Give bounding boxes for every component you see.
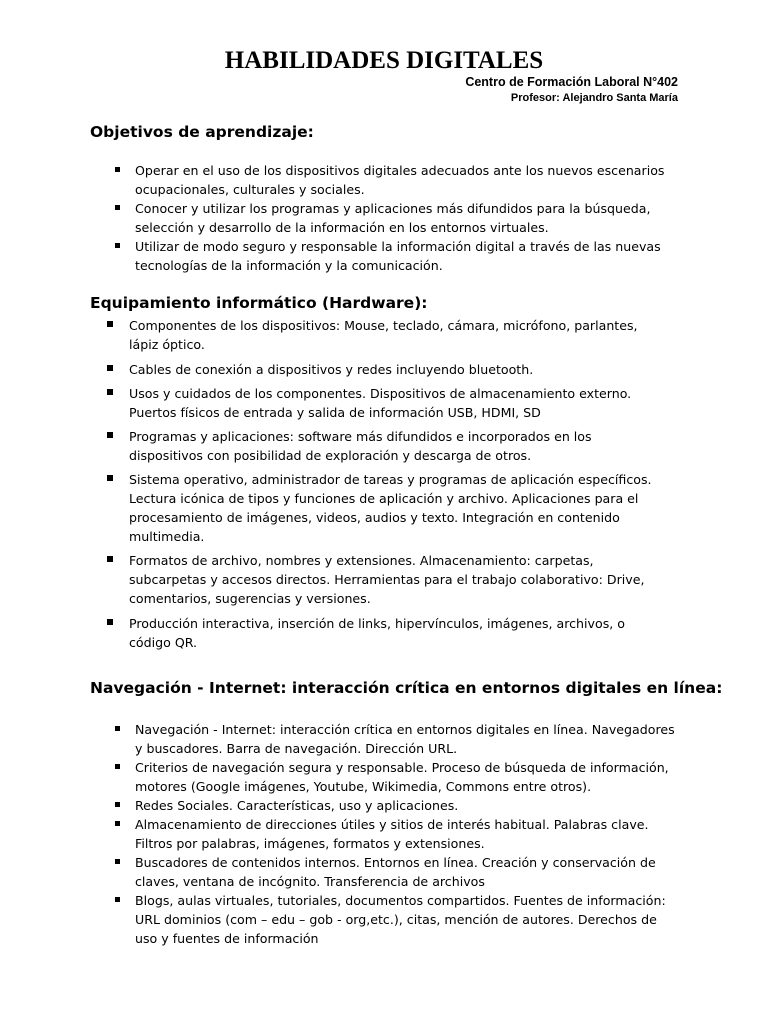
list-item — [0, 384, 664, 422]
hardware-heading: Equipamiento informático (Hardware): — [90, 294, 428, 312]
list-item — [0, 161, 680, 199]
square-bullet-icon — [115, 243, 120, 248]
list-item — [0, 551, 664, 608]
square-bullet-icon — [115, 821, 120, 826]
center-name: Centro de Formación Laboral N°402 — [465, 75, 678, 89]
list-item-text: Cables de conexión a dispositivos y redes incluyendo bluetooth. — [129, 362, 534, 377]
list-item-text: Sistema operativo, administrador de tareas y programas de aplicación específicos. Lectura icónica de tipos y funciones de aplicación y archivo. Aplicaciones para el procesamiento de imágenes, videos, audios y texto. Integración en contenido multimedia. — [129, 472, 652, 544]
square-bullet-icon — [115, 167, 120, 172]
professor-name: Profesor: Alejandro Santa María — [510, 92, 678, 104]
navigation-list — [0, 720, 768, 948]
list-item-text: Producción interactiva, inserción de links, hipervínculos, imágenes, archivos, o código QR. — [129, 616, 625, 650]
document-title: HABILIDADES DIGITALES — [224, 47, 544, 74]
square-bullet-icon — [107, 365, 113, 371]
list-item-text: Criterios de navegación segura y responsable. Proceso de búsqueda de información, motores (Google imágenes, Youtube, Wikimedia, Commons entre otros). — [135, 760, 669, 794]
list-item — [0, 853, 680, 891]
list-item — [0, 614, 664, 652]
list-item — [0, 427, 664, 465]
list-item — [0, 470, 664, 546]
list-item — [0, 891, 680, 948]
square-bullet-icon — [107, 321, 113, 327]
list-item-text: Usos y cuidados de los componentes. Dispositivos de almacenamiento externo. Puertos físicos de entrada y salida de información USB, HDMI, SD — [129, 386, 632, 420]
square-bullet-icon — [107, 389, 113, 395]
list-item — [0, 199, 680, 237]
list-item — [0, 796, 680, 815]
square-bullet-icon — [107, 556, 113, 562]
list-item — [0, 758, 680, 796]
list-item — [0, 720, 680, 758]
square-bullet-icon — [107, 432, 113, 438]
list-item-text: Utilizar de modo seguro y responsable la información digital a través de las nuevas tecnologías de la información y la comunicación. — [135, 239, 661, 273]
list-item-text: Operar en el uso de los dispositivos digitales adecuados ante los nuevos escenarios ocupacionales, culturales y sociales. — [135, 163, 665, 197]
square-bullet-icon — [115, 897, 120, 902]
list-item-text: Formatos de archivo, nombres y extensiones. Almacenamiento: carpetas, subcarpetas y accesos directos. Herramientas para el trabajo colaborativo: Drive, comentarios, sugerencias y versiones. — [129, 553, 645, 606]
square-bullet-icon — [115, 802, 120, 807]
list-item-text: Almacenamiento de direcciones útiles y sitios de interés habitual. Palabras clave. Filtros por palabras, imágenes, formatos y extensiones. — [135, 817, 649, 851]
square-bullet-icon — [115, 859, 120, 864]
list-item-text: Componentes de los dispositivos: Mouse, teclado, cámara, micrófono, parlantes, lápiz óptico. — [129, 318, 638, 352]
list-item-text: Blogs, aulas virtuales, tutoriales, documentos compartidos. Fuentes de información: URL dominios (com – edu – gob - org,etc.), citas, mención de autores. Derechos de uso y fuentes de información — [135, 893, 666, 946]
square-bullet-icon — [107, 475, 113, 481]
list-item-text: Redes Sociales. Características, uso y aplicaciones. — [135, 798, 459, 813]
list-item — [0, 316, 664, 354]
navigation-heading: Navegación - Internet: interacción crítica en entornos digitales en línea: — [90, 679, 723, 697]
square-bullet-icon — [115, 764, 120, 769]
square-bullet-icon — [115, 205, 120, 210]
list-item-text: Programas y aplicaciones: software más difundidos e incorporados en los dispositivos con posibilidad de exploración y descarga de otros. — [129, 429, 592, 463]
list-item — [0, 237, 680, 275]
square-bullet-icon — [107, 619, 113, 625]
hardware-list — [0, 316, 768, 652]
list-item — [0, 360, 664, 379]
objectives-heading: Objetivos de aprendizaje: — [90, 123, 314, 141]
list-item — [0, 815, 680, 853]
square-bullet-icon — [115, 726, 120, 731]
list-item-text: Buscadores de contenidos internos. Entornos en línea. Creación y conservación de claves, ventana de incógnito. Transferencia de archivos — [135, 855, 656, 889]
list-item-text: Conocer y utilizar los programas y aplicaciones más difundidos para la búsqueda, selección y desarrollo de la información en los entornos virtuales. — [135, 201, 651, 235]
objectives-list — [0, 161, 768, 275]
list-item-text: Navegación - Internet: interacción crítica en entornos digitales en línea. Navegadores y buscadores. Barra de navegación. Dirección URL. — [135, 722, 675, 756]
